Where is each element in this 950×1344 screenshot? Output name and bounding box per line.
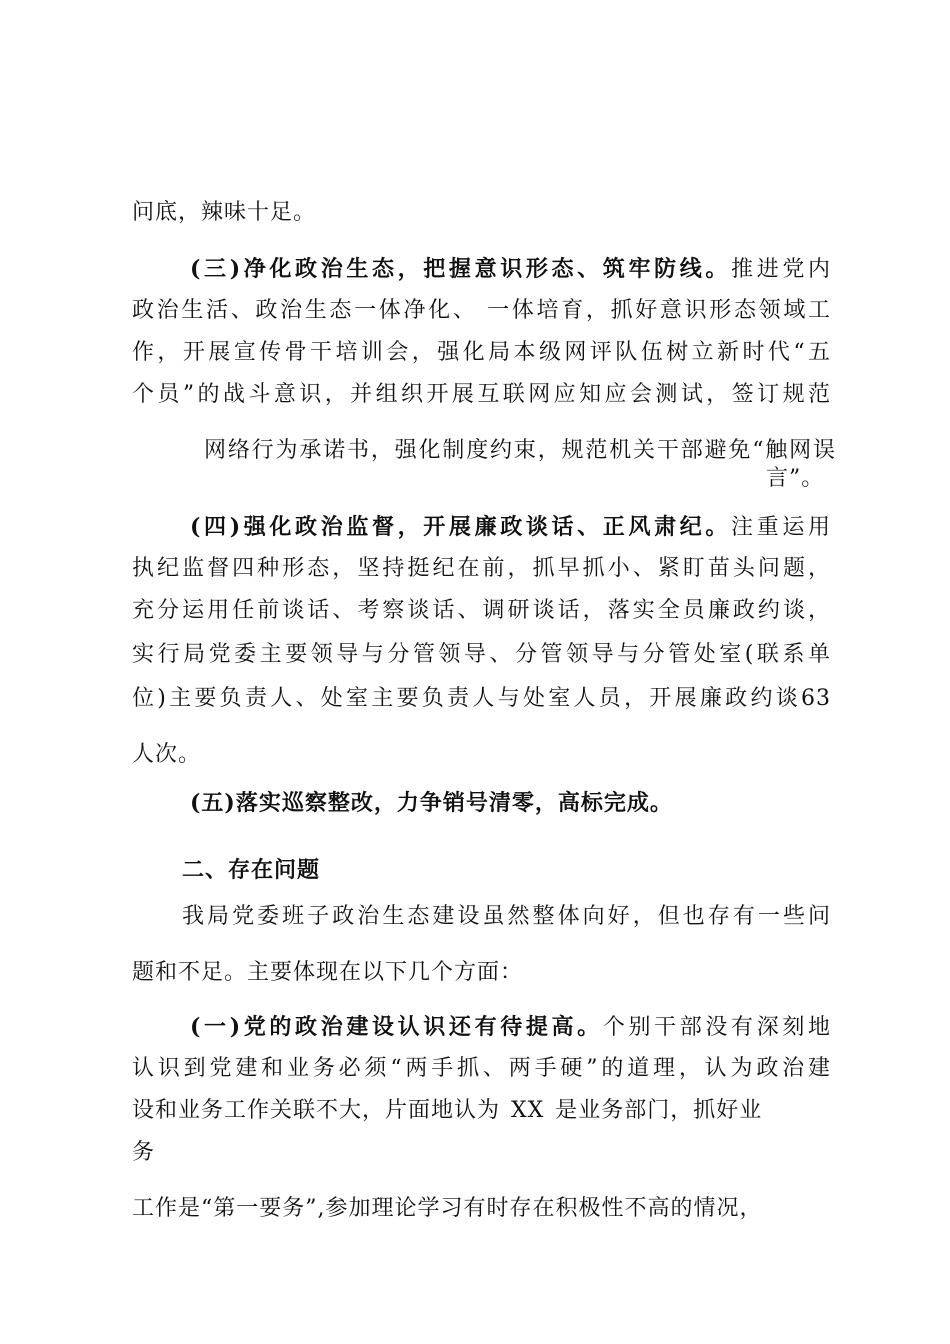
body-line: 执纪监督四种形态，坚持挺纪在前，抓早抓小、紧盯苗头问题， xyxy=(132,556,831,581)
body-line: 作，开展宣传骨干培训会，强化局本级网评队伍树立新时代“五 xyxy=(132,340,831,365)
body-line: 言”。 xyxy=(766,466,825,491)
body-line: 设和业务工作关联不大，片面地认为 XX 是业务部门，抓好业 xyxy=(132,1098,763,1123)
paragraph-4-heading: (四)强化政治监督，开展廉政谈话、正风肃纪。 xyxy=(190,514,732,540)
body-line: 认识到党建和业务必须“两手抓、两手硬”的道理，认为政治建 xyxy=(132,1056,831,1081)
paragraph-4-first-line xyxy=(190,512,831,543)
body-line: 题和不足。主要体现在以下几个方面： xyxy=(132,960,524,985)
paragraph-3-heading: (三)净化政治生态，把握意识形态、筑牢防线。 xyxy=(190,256,732,282)
body-line: 网络行为承诺书，强化制度约束，规范机关干部避免“触网误 xyxy=(204,438,836,463)
body-line: 工作是“第一要务”,参加理论学习有时存在积极性不高的情况， xyxy=(132,1196,763,1221)
paragraph-6-lead: 个别干部没有深刻地 xyxy=(602,1015,831,1040)
body-line: 问底，辣味十足。 xyxy=(132,200,317,225)
body-line: 务 xyxy=(132,1140,156,1165)
paragraph-3-lead: 推进党内 xyxy=(731,257,831,282)
body-line: 位)主要负责人、处室主要负责人与处室人员，开展廉政约谈63 xyxy=(132,686,831,711)
body-line: 实行局党委主要领导与分管领导、分管领导与分管处室(联系单 xyxy=(132,642,831,667)
body-line: 政治生活、政治生态一体净化、 一体培育，抓好意识形态领域工 xyxy=(132,298,831,323)
body-line: 充分运用任前谈话、考察谈话、调研谈话，落实全员廉政约谈， xyxy=(132,598,831,623)
paragraph-3-first-line xyxy=(190,254,831,285)
body-line: 人次。 xyxy=(132,742,202,767)
paragraph-5-heading: (五)落实巡察整改，力争销号清零，高标完成。 xyxy=(190,790,673,816)
paragraph-4-lead: 注重运用 xyxy=(731,515,831,540)
body-line: 我局党委班子政治生态建设虽然整体向好，但也存有一些问 xyxy=(182,904,831,929)
body-line: 个员”的战斗意识，并组织开展互联网应知应会测试，签订规范 xyxy=(132,382,831,407)
paragraph-6-first-line xyxy=(190,1012,831,1043)
paragraph-6-heading: (一)党的政治建设认识还有待提高。 xyxy=(190,1014,603,1040)
section-heading: 二、存在问题 xyxy=(182,858,321,883)
